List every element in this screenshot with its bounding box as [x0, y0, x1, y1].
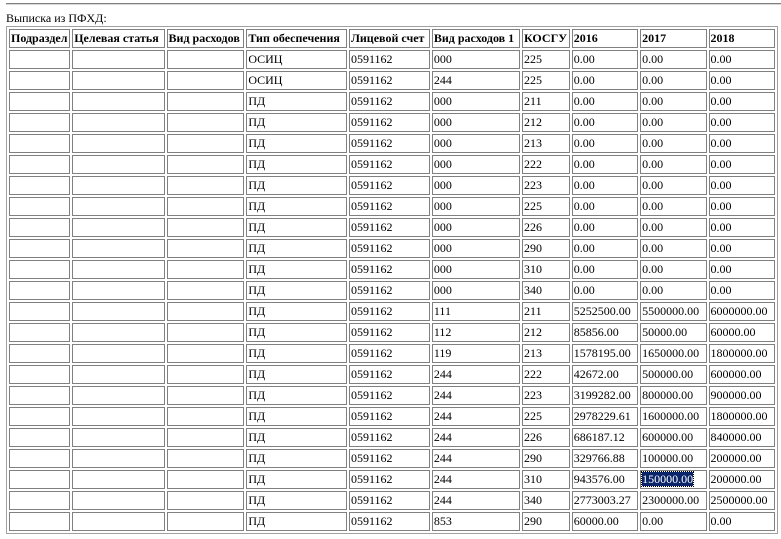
cell-target-article[interactable]: [72, 428, 164, 447]
cell-year-2016[interactable]: 5252500.00: [572, 302, 638, 321]
cell-year-2018[interactable]: 200000.00: [709, 470, 775, 489]
table-row: [9, 197, 775, 216]
cell-target-article[interactable]: [72, 218, 164, 237]
cell-funding-type[interactable]: ПД: [246, 176, 347, 195]
cell-kosgu[interactable]: 340: [522, 491, 570, 510]
cell-year-2018[interactable]: 0.00: [709, 281, 775, 300]
cell-target-article[interactable]: [72, 71, 164, 90]
table-row: [9, 512, 775, 531]
table-body: [9, 50, 775, 531]
cell-account[interactable]: 0591162: [349, 218, 430, 237]
cell-expense-type[interactable]: [167, 176, 245, 195]
col-header-expense-type-1: Вид расходов 1: [432, 29, 520, 48]
cell-year-2017[interactable]: 0.00: [640, 239, 706, 258]
cell-funding-type[interactable]: ПД: [246, 365, 347, 384]
table-row: [9, 302, 775, 321]
cell-target-article[interactable]: [72, 512, 164, 531]
table-row: [9, 92, 775, 111]
cell-subsection[interactable]: [9, 302, 70, 321]
table-row: [9, 386, 775, 405]
cell-year-2017[interactable]: 0.00: [640, 260, 706, 279]
table-row: [9, 323, 775, 342]
cell-year-2018[interactable]: 0.00: [709, 134, 775, 153]
cell-kosgu[interactable]: 310: [522, 470, 570, 489]
cell-funding-type[interactable]: ПД: [246, 386, 347, 405]
cell-expense-type-1[interactable]: 111: [432, 302, 520, 321]
table-row: [9, 260, 775, 279]
cell-year-2017[interactable]: 0.00: [640, 50, 706, 69]
cell-subsection[interactable]: [9, 176, 70, 195]
cell-year-2018[interactable]: 0.00: [709, 239, 775, 258]
cell-year-2016[interactable]: 2773003.27: [572, 491, 638, 510]
cell-year-2017[interactable]: 0.00: [640, 281, 706, 300]
pfhd-table: [6, 26, 778, 534]
cell-year-2017[interactable]: [640, 470, 706, 489]
page-caption: Выписка из ПФХД:: [6, 11, 107, 25]
table-row: [9, 176, 775, 195]
cell-expense-type-1[interactable]: 244: [432, 407, 520, 426]
cell-expense-type-1[interactable]: 000: [432, 155, 520, 174]
cell-funding-type[interactable]: ПД: [246, 323, 347, 342]
cell-subsection[interactable]: [9, 281, 70, 300]
cell-year-2018[interactable]: 200000.00: [709, 449, 775, 468]
cell-kosgu[interactable]: 340: [522, 281, 570, 300]
top-divider: [6, 3, 781, 5]
cell-account[interactable]: 0591162: [349, 470, 430, 489]
cell-year-2018[interactable]: 900000.00: [709, 386, 775, 405]
cell-kosgu[interactable]: 225: [522, 407, 570, 426]
cell-year-2018[interactable]: 60000.00: [709, 323, 775, 342]
cell-kosgu[interactable]: 212: [522, 113, 570, 132]
cell-funding-type[interactable]: ПД: [246, 302, 347, 321]
cell-year-2016[interactable]: 0.00: [572, 92, 638, 111]
cell-target-article[interactable]: [72, 197, 164, 216]
cell-account[interactable]: 0591162: [349, 491, 430, 510]
cell-year-2017[interactable]: 800000.00: [640, 386, 706, 405]
cell-target-article[interactable]: [72, 470, 164, 489]
cell-year-2016[interactable]: 0.00: [572, 71, 638, 90]
table-row: [9, 428, 775, 447]
cell-year-2017[interactable]: 500000.00: [640, 365, 706, 384]
table-row: [9, 218, 775, 237]
cell-subsection[interactable]: [9, 470, 70, 489]
cell-year-2017[interactable]: 0.00: [640, 218, 706, 237]
cell-expense-type[interactable]: [167, 491, 245, 510]
cell-target-article[interactable]: [72, 407, 164, 426]
cell-year-2017[interactable]: 0.00: [640, 134, 706, 153]
cell-kosgu[interactable]: 290: [522, 239, 570, 258]
cell-expense-type[interactable]: [167, 323, 245, 342]
col-header-2017: 2017: [640, 29, 706, 48]
cell-year-2016[interactable]: 0.00: [572, 281, 638, 300]
cell-account[interactable]: 0591162: [349, 134, 430, 153]
cell-subsection[interactable]: [9, 512, 70, 531]
cell-expense-type-1[interactable]: 244: [432, 470, 520, 489]
cell-target-article[interactable]: [72, 491, 164, 510]
cell-year-2017[interactable]: 0.00: [640, 176, 706, 195]
cell-expense-type-1[interactable]: 000: [432, 176, 520, 195]
cell-subsection[interactable]: [9, 491, 70, 510]
cell-funding-type[interactable]: ОСИЦ: [246, 71, 347, 90]
cell-year-2018[interactable]: 2500000.00: [709, 491, 775, 510]
cell-year-2018[interactable]: 0.00: [709, 218, 775, 237]
cell-year-2018[interactable]: 6000000.00: [709, 302, 775, 321]
cell-kosgu[interactable]: 222: [522, 155, 570, 174]
cell-year-2018[interactable]: 0.00: [709, 512, 775, 531]
cell-year-2016[interactable]: 686187.12: [572, 428, 638, 447]
cell-year-2018[interactable]: 600000.00: [709, 365, 775, 384]
table-row: [9, 491, 775, 510]
cell-subsection[interactable]: [9, 71, 70, 90]
cell-expense-type-1[interactable]: 244: [432, 386, 520, 405]
cell-kosgu[interactable]: 290: [522, 512, 570, 531]
cell-expense-type-1[interactable]: 000: [432, 134, 520, 153]
cell-subsection[interactable]: [9, 365, 70, 384]
cell-year-2017[interactable]: 1650000.00: [640, 344, 706, 363]
cell-expense-type-1[interactable]: 000: [432, 260, 520, 279]
cell-funding-type[interactable]: ПД: [246, 113, 347, 132]
cell-subsection[interactable]: [9, 239, 70, 258]
table-row: [9, 344, 775, 363]
cell-subsection[interactable]: [9, 386, 70, 405]
cell-expense-type[interactable]: [167, 512, 245, 531]
cell-year-2016[interactable]: 943576.00: [572, 470, 638, 489]
cell-account[interactable]: 0591162: [349, 197, 430, 216]
cell-kosgu[interactable]: 222: [522, 365, 570, 384]
cell-expense-type[interactable]: [167, 281, 245, 300]
cell-year-2016[interactable]: 2978229.61: [572, 407, 638, 426]
cell-year-2018[interactable]: 0.00: [709, 113, 775, 132]
cell-year-2017[interactable]: 2300000.00: [640, 491, 706, 510]
cell-year-2016[interactable]: 0.00: [572, 113, 638, 132]
cell-year-2018[interactable]: 0.00: [709, 71, 775, 90]
cell-year-2018[interactable]: 0.00: [709, 92, 775, 111]
cell-expense-type[interactable]: [167, 239, 245, 258]
cell-subsection[interactable]: [9, 134, 70, 153]
cell-year-2018[interactable]: 1800000.00: [709, 407, 775, 426]
cell-funding-type[interactable]: ПД: [246, 449, 347, 468]
cell-subsection[interactable]: [9, 113, 70, 132]
cell-funding-type[interactable]: ОСИЦ: [246, 50, 347, 69]
col-header-2016: 2016: [572, 29, 638, 48]
cell-account[interactable]: 0591162: [349, 365, 430, 384]
cell-kosgu[interactable]: 225: [522, 197, 570, 216]
cell-year-2016[interactable]: 0.00: [572, 197, 638, 216]
cell-subsection[interactable]: [9, 50, 70, 69]
col-header-expense-type: Вид расходов: [167, 29, 245, 48]
cell-year-2018[interactable]: 0.00: [709, 260, 775, 279]
cell-year-2017[interactable]: 100000.00: [640, 449, 706, 468]
col-header-funding-type: Тип обеспечения: [246, 29, 347, 48]
cell-target-article[interactable]: [72, 113, 164, 132]
cell-funding-type[interactable]: ПД: [246, 218, 347, 237]
cell-expense-type-1[interactable]: 244: [432, 491, 520, 510]
table-row: [9, 281, 775, 300]
cell-funding-type[interactable]: ПД: [246, 92, 347, 111]
cell-year-2016[interactable]: 42672.00: [572, 365, 638, 384]
cell-expense-type-1[interactable]: 244: [432, 71, 520, 90]
cell-expense-type[interactable]: [167, 113, 245, 132]
table-row: [9, 470, 775, 489]
table-row: [9, 155, 775, 174]
cell-expense-type-1[interactable]: 244: [432, 428, 520, 447]
col-header-target-article: Целевая статья: [72, 29, 164, 48]
cell-year-2016[interactable]: 0.00: [572, 134, 638, 153]
cell-expense-type[interactable]: [167, 428, 245, 447]
cell-year-2016[interactable]: 85856.00: [572, 323, 638, 342]
cell-subsection[interactable]: [9, 197, 70, 216]
cell-funding-type[interactable]: ПД: [246, 134, 347, 153]
cell-funding-type[interactable]: ПД: [246, 491, 347, 510]
cell-year-2016[interactable]: 0.00: [572, 239, 638, 258]
cell-year-2016[interactable]: 60000.00: [572, 512, 638, 531]
cell-target-article[interactable]: [72, 134, 164, 153]
cell-account[interactable]: 0591162: [349, 428, 430, 447]
cell-target-article[interactable]: [72, 344, 164, 363]
table-row: [9, 50, 775, 69]
cell-target-article[interactable]: [72, 176, 164, 195]
cell-kosgu[interactable]: 212: [522, 323, 570, 342]
cell-funding-type[interactable]: ПД: [246, 428, 347, 447]
cell-expense-type-1[interactable]: 853: [432, 512, 520, 531]
cell-expense-type[interactable]: [167, 344, 245, 363]
cell-year-2017[interactable]: 0.00: [640, 92, 706, 111]
cell-account[interactable]: 0591162: [349, 92, 430, 111]
header-row: [9, 29, 775, 48]
cell-year-2018[interactable]: 0.00: [709, 155, 775, 174]
cell-expense-type[interactable]: [167, 218, 245, 237]
cell-subsection[interactable]: [9, 344, 70, 363]
cell-year-2017[interactable]: 0.00: [640, 155, 706, 174]
cell-target-article[interactable]: [72, 302, 164, 321]
cell-target-article[interactable]: [72, 155, 164, 174]
cell-expense-type[interactable]: [167, 155, 245, 174]
cell-funding-type[interactable]: ПД: [246, 260, 347, 279]
cell-target-article[interactable]: [72, 449, 164, 468]
cell-account[interactable]: 0591162: [349, 344, 430, 363]
table-row: [9, 113, 775, 132]
cell-kosgu[interactable]: 213: [522, 134, 570, 153]
cell-year-2018[interactable]: 0.00: [709, 176, 775, 195]
cell-year-2016[interactable]: 3199282.00: [572, 386, 638, 405]
cell-funding-type[interactable]: ПД: [246, 281, 347, 300]
cell-expense-type[interactable]: [167, 92, 245, 111]
table-row: [9, 365, 775, 384]
cell-kosgu[interactable]: 223: [522, 176, 570, 195]
cell-kosgu[interactable]: 225: [522, 50, 570, 69]
cell-target-article[interactable]: [72, 323, 164, 342]
cell-year-2018[interactable]: 0.00: [709, 50, 775, 69]
cell-expense-type-1[interactable]: 244: [432, 449, 520, 468]
cell-subsection[interactable]: [9, 323, 70, 342]
cell-account[interactable]: 0591162: [349, 407, 430, 426]
cell-year-2017[interactable]: 0.00: [640, 512, 706, 531]
cell-funding-type[interactable]: ПД: [246, 239, 347, 258]
table-row: [9, 134, 775, 153]
cell-expense-type[interactable]: [167, 134, 245, 153]
cell-account[interactable]: 0591162: [349, 386, 430, 405]
cell-account[interactable]: 0591162: [349, 176, 430, 195]
cell-expense-type[interactable]: [167, 470, 245, 489]
cell-expense-type-1[interactable]: 000: [432, 113, 520, 132]
cell-expense-type[interactable]: [167, 197, 245, 216]
cell-expense-type-1[interactable]: 119: [432, 344, 520, 363]
cell-target-article[interactable]: [72, 386, 164, 405]
cell-year-2016[interactable]: 329766.88: [572, 449, 638, 468]
cell-kosgu[interactable]: 226: [522, 428, 570, 447]
cell-target-article[interactable]: [72, 260, 164, 279]
cell-target-article[interactable]: [72, 92, 164, 111]
cell-kosgu[interactable]: 226: [522, 218, 570, 237]
cell-subsection[interactable]: [9, 155, 70, 174]
cell-kosgu[interactable]: 225: [522, 71, 570, 90]
cell-year-2018[interactable]: 840000.00: [709, 428, 775, 447]
cell-account[interactable]: 0591162: [349, 50, 430, 69]
cell-year-2017[interactable]: 1600000.00: [640, 407, 706, 426]
cell-year-2018[interactable]: 0.00: [709, 197, 775, 216]
cell-year-2017[interactable]: 0.00: [640, 113, 706, 132]
cell-year-2017[interactable]: 0.00: [640, 71, 706, 90]
cell-year-2017[interactable]: 5500000.00: [640, 302, 706, 321]
cell-year-2017[interactable]: 50000.00: [640, 323, 706, 342]
cell-year-2018[interactable]: 1800000.00: [709, 344, 775, 363]
cell-year-2016[interactable]: 1578195.00: [572, 344, 638, 363]
col-header-kosgu: КОСГУ: [522, 29, 570, 48]
cell-expense-type[interactable]: [167, 71, 245, 90]
cell-funding-type[interactable]: ПД: [246, 512, 347, 531]
cell-subsection[interactable]: [9, 428, 70, 447]
cell-funding-type[interactable]: ПД: [246, 407, 347, 426]
cell-funding-type[interactable]: ПД: [246, 470, 347, 489]
cell-account[interactable]: 0591162: [349, 260, 430, 279]
cell-subsection[interactable]: [9, 407, 70, 426]
cell-kosgu[interactable]: 310: [522, 260, 570, 279]
cell-year-2017[interactable]: 600000.00: [640, 428, 706, 447]
cell-expense-type-1[interactable]: 000: [432, 281, 520, 300]
selected-text[interactable]: 150000.00: [642, 472, 694, 486]
cell-funding-type[interactable]: ПД: [246, 197, 347, 216]
cell-expense-type[interactable]: [167, 260, 245, 279]
cell-expense-type[interactable]: [167, 386, 245, 405]
cell-account[interactable]: 0591162: [349, 113, 430, 132]
cell-account[interactable]: 0591162: [349, 71, 430, 90]
cell-expense-type-1[interactable]: 000: [432, 50, 520, 69]
cell-target-article[interactable]: [72, 239, 164, 258]
table-row: [9, 239, 775, 258]
cell-expense-type[interactable]: [167, 449, 245, 468]
cell-expense-type[interactable]: [167, 302, 245, 321]
cell-year-2016[interactable]: 0.00: [572, 50, 638, 69]
cell-year-2016[interactable]: 0.00: [572, 218, 638, 237]
cell-account[interactable]: 0591162: [349, 323, 430, 342]
cell-expense-type-1[interactable]: 000: [432, 197, 520, 216]
cell-kosgu[interactable]: 213: [522, 344, 570, 363]
cell-year-2016[interactable]: 0.00: [572, 260, 638, 279]
cell-expense-type[interactable]: [167, 365, 245, 384]
cell-expense-type[interactable]: [167, 50, 245, 69]
cell-funding-type[interactable]: ПД: [246, 155, 347, 174]
cell-kosgu[interactable]: 290: [522, 449, 570, 468]
cell-year-2017[interactable]: 0.00: [640, 197, 706, 216]
cell-expense-type[interactable]: [167, 407, 245, 426]
cell-account[interactable]: 0591162: [349, 239, 430, 258]
cell-year-2016[interactable]: 0.00: [572, 176, 638, 195]
cell-year-2016[interactable]: 0.00: [572, 155, 638, 174]
cell-subsection[interactable]: [9, 92, 70, 111]
table-row: [9, 407, 775, 426]
cell-kosgu[interactable]: 211: [522, 302, 570, 321]
cell-account[interactable]: 0591162: [349, 449, 430, 468]
cell-target-article[interactable]: [72, 50, 164, 69]
cell-subsection[interactable]: [9, 449, 70, 468]
cell-expense-type-1[interactable]: 112: [432, 323, 520, 342]
cell-account[interactable]: 0591162: [349, 302, 430, 321]
table-row: [9, 449, 775, 468]
cell-expense-type-1[interactable]: 000: [432, 239, 520, 258]
cell-account[interactable]: 0591162: [349, 512, 430, 531]
cell-subsection[interactable]: [9, 260, 70, 279]
cell-expense-type-1[interactable]: 000: [432, 92, 520, 111]
col-header-account: Лицевой счет: [349, 29, 430, 48]
cell-target-article[interactable]: [72, 365, 164, 384]
cell-expense-type-1[interactable]: 244: [432, 365, 520, 384]
cell-kosgu[interactable]: 211: [522, 92, 570, 111]
cell-expense-type-1[interactable]: 000: [432, 218, 520, 237]
col-header-2018: 2018: [709, 29, 775, 48]
cell-subsection[interactable]: [9, 218, 70, 237]
cell-funding-type[interactable]: ПД: [246, 344, 347, 363]
cell-target-article[interactable]: [72, 281, 164, 300]
table-row: [9, 71, 775, 90]
col-header-subsection: Подраздел: [9, 29, 70, 48]
cell-account[interactable]: 0591162: [349, 155, 430, 174]
cell-account[interactable]: 0591162: [349, 281, 430, 300]
cell-kosgu[interactable]: 223: [522, 386, 570, 405]
